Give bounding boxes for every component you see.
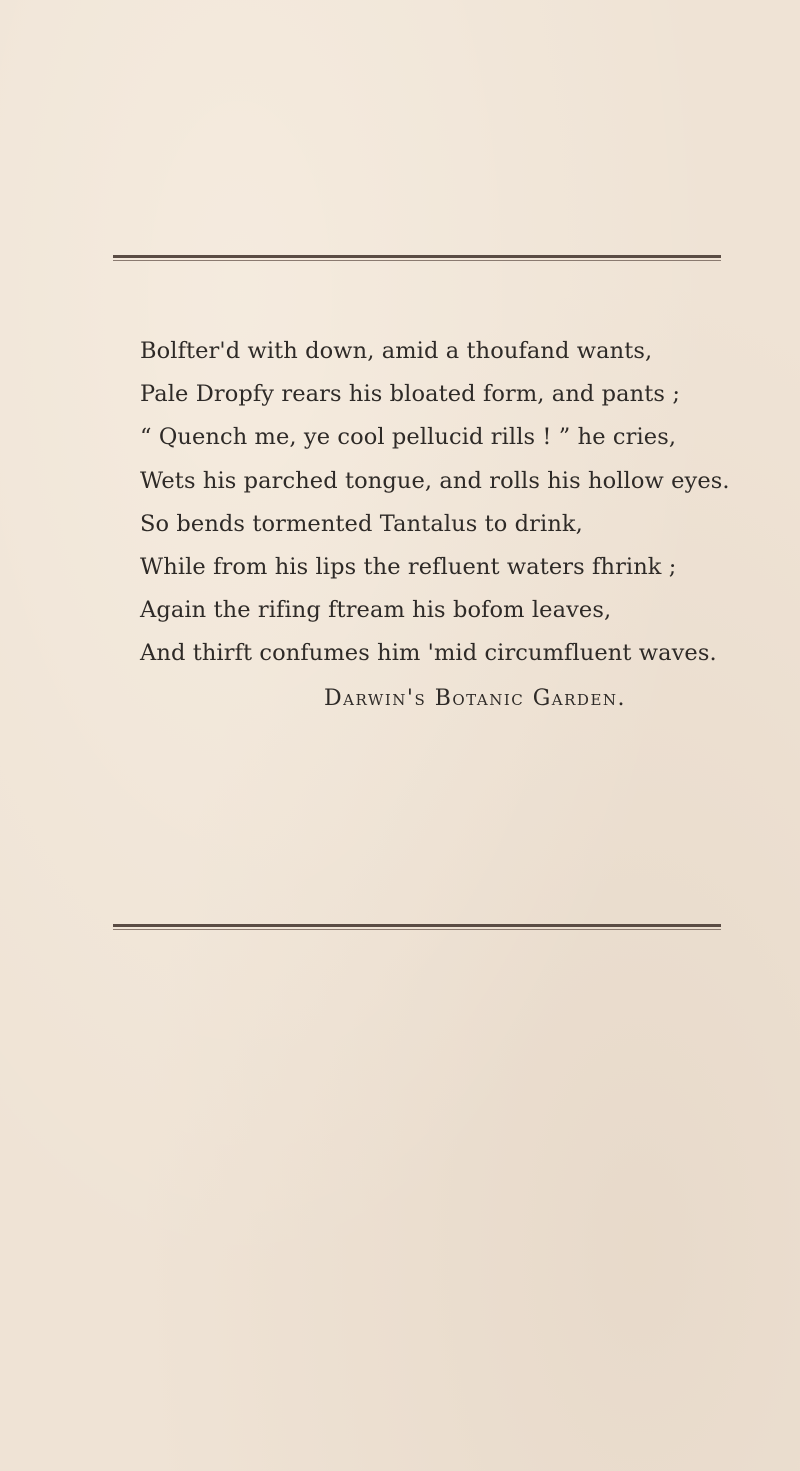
poem-line: Wets his parched tongue, and rolls his hollow eyes. (140, 467, 730, 494)
bottom-rule (113, 924, 721, 927)
poem-line: Pale Dropfy rears his bloated form, and pants ; (140, 381, 680, 408)
poem-attribution: Darwin's Botanic Garden. (324, 686, 627, 711)
poem-stanza (140, 330, 770, 676)
top-rule (113, 255, 721, 258)
poem-line: So bends tormented Tantalus to drink, (140, 510, 583, 537)
poem-line: “ Quench me, ye cool pellucid rills ! ” he cries, (140, 424, 677, 451)
poem-line: Bolfter'd with down, amid a thoufand wants, (140, 338, 653, 364)
poem-line: And thirft confumes him 'mid circumfluent waves. (140, 640, 717, 667)
poem-line: While from his lips the refluent waters fhrink ; (140, 554, 677, 581)
poem-line: Again the rifing ftream his bofom leaves, (140, 597, 612, 624)
